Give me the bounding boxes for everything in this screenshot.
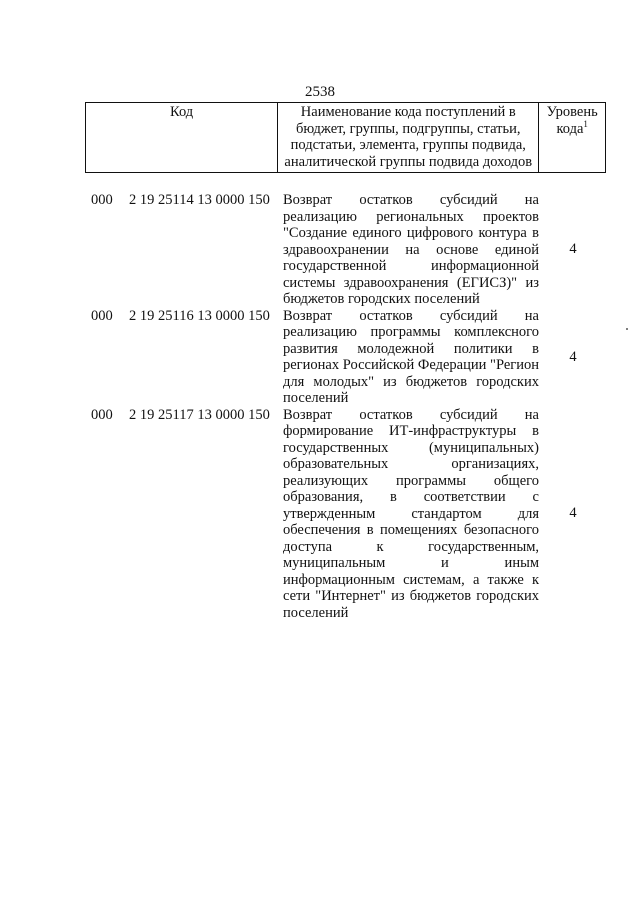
header-row bbox=[86, 103, 606, 173]
code-level: 4 bbox=[569, 241, 577, 257]
page-number: 2538 bbox=[305, 84, 335, 100]
table-row bbox=[0, 308, 640, 407]
column-header-table bbox=[85, 102, 606, 173]
revenue-code-name: Возврат остатков субсидий на формирование ИТ-инфраструктуры в государственных (муниципальных) образовательных организациях, реализующих программы общего образования, в соответствии с утвержденным стандартом для обеспечения в помещениях безопасного доступа к государственным, муниципальным и иным информационным системам, а также к сети "Интернет" из бюджетов городских поселений bbox=[283, 406, 539, 621]
header-level-footnote: 1 bbox=[583, 118, 588, 129]
code-level: 4 bbox=[569, 504, 577, 521]
revenue-code: 2 19 25117 13 0000 150 bbox=[129, 406, 270, 423]
scan-speck bbox=[626, 328, 628, 330]
header-level-label: Уровень кода bbox=[546, 104, 598, 137]
header-name: Наименование кода поступлений в бюджет, группы, подгруппы, статьи, подстатьи, элемента, группы подвида, аналитической группы подвида доходов bbox=[278, 103, 539, 173]
header-code: Код bbox=[86, 103, 278, 173]
revenue-code: 2 19 25116 13 0000 150 bbox=[129, 307, 270, 324]
admin-code: 000 bbox=[91, 307, 113, 324]
revenue-code: 2 19 25114 13 0000 150 bbox=[129, 192, 270, 208]
admin-code: 000 bbox=[91, 406, 113, 423]
header-level bbox=[539, 103, 606, 173]
code-level: 4 bbox=[569, 348, 577, 365]
revenue-code-name: Возврат остатков субсидий на реализацию региональных проектов "Создание единого цифрового контура в здравоохранении на основе единой государственной информационной системы здравоохранения (ЕГИСЗ)" из бюджетов городских поселений bbox=[283, 192, 539, 307]
table-row bbox=[0, 192, 640, 308]
table-row bbox=[0, 407, 640, 622]
revenue-code-name: Возврат остатков субсидий на реализацию программы комплексного развития молодежной политики в регионах Российской Федерации "Регион для молодых" из бюджетов городских поселений bbox=[283, 307, 539, 406]
admin-code: 000 bbox=[91, 192, 113, 208]
revenue-code-list bbox=[0, 192, 640, 621]
